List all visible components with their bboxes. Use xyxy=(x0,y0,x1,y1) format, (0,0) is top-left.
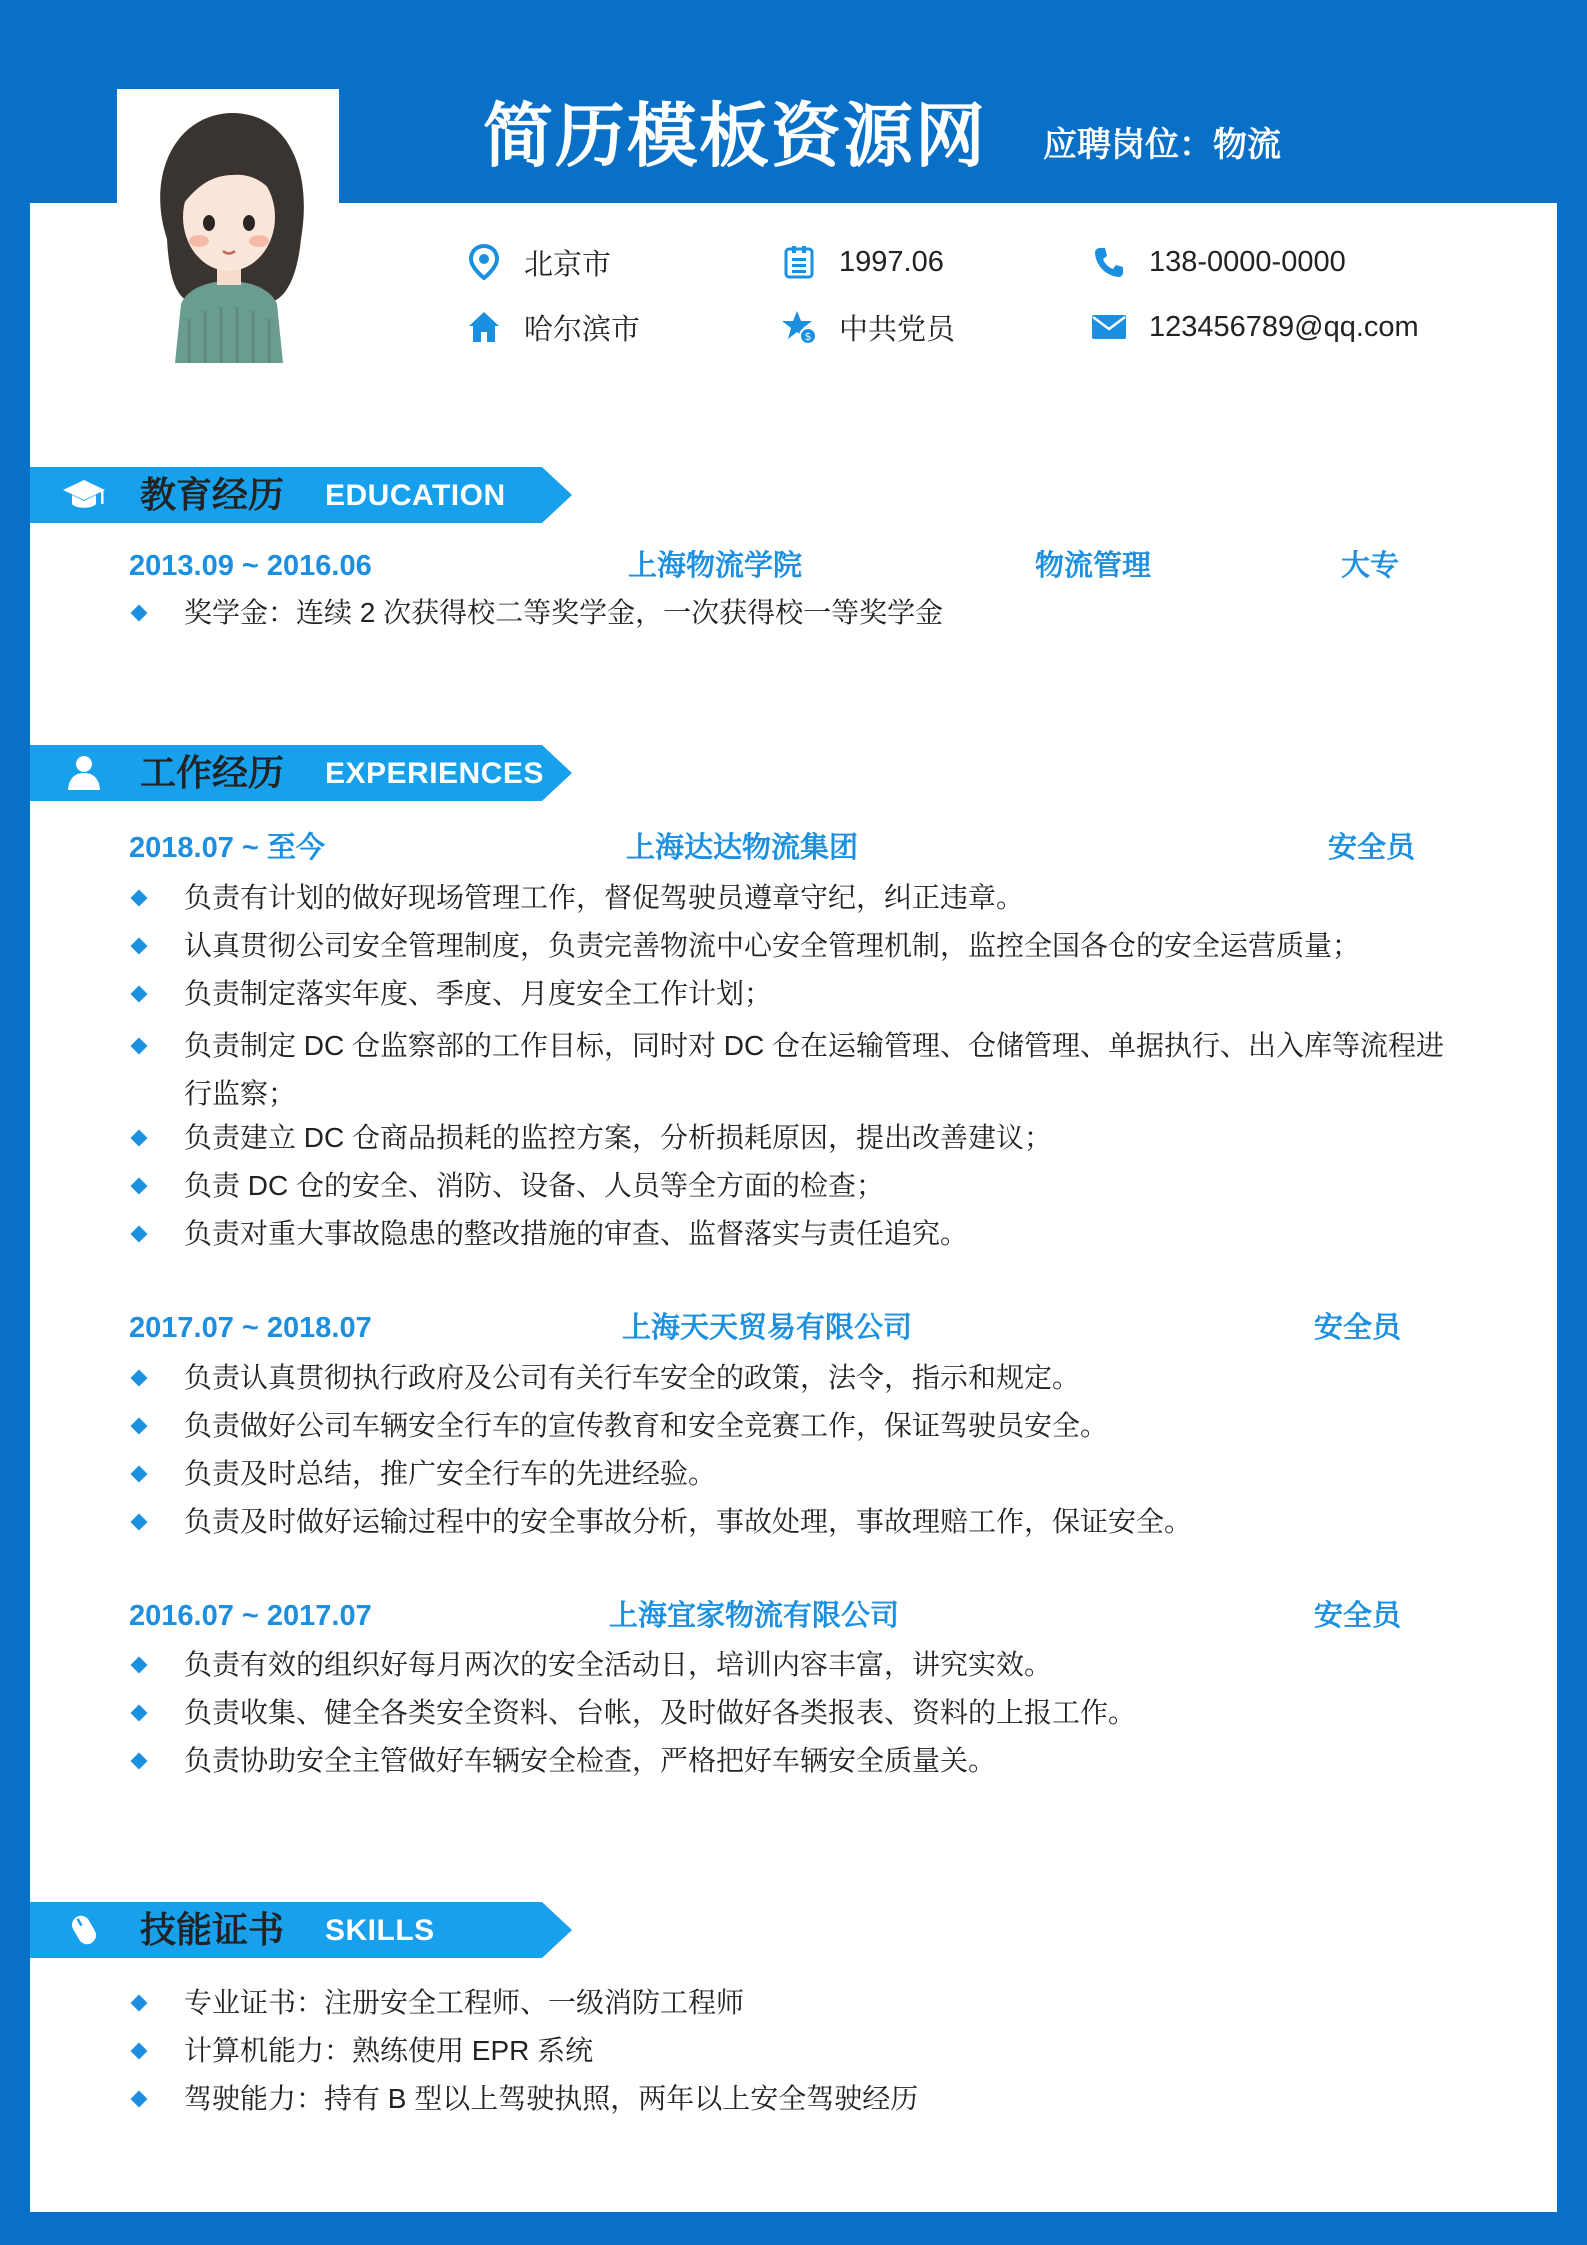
skills-section-header xyxy=(30,1902,572,1958)
info-city xyxy=(466,240,611,284)
list-item: 负责有效的组织好每月两次的安全活动日，培训内容丰富，讲究实效。 xyxy=(130,1645,1450,1685)
diamond-bullet-icon xyxy=(131,1038,148,1055)
info-birth xyxy=(781,240,944,284)
city-value: 北京市 xyxy=(524,248,612,281)
skills-title: 技能证书 xyxy=(140,1909,285,1950)
edu-degree: 大专 xyxy=(1341,550,1400,582)
calendar-icon xyxy=(781,244,817,280)
info-hometown xyxy=(466,305,640,349)
work-section-header xyxy=(30,745,572,801)
job2-company: 上海天天贸易有限公司 xyxy=(622,1312,913,1344)
svg-text:$: $ xyxy=(804,330,812,343)
info-phone xyxy=(1091,240,1346,284)
list-item: 负责认真贯彻执行政府及公司有关行车安全的政策，法令，指示和规定。 xyxy=(130,1358,1450,1398)
diamond-bullet-icon xyxy=(131,2091,148,2108)
phone-value: 138-0000-0000 xyxy=(1149,245,1346,278)
education-section-header xyxy=(30,467,572,523)
diamond-bullet-icon xyxy=(131,986,148,1003)
info-email xyxy=(1091,305,1419,349)
star-badge-icon xyxy=(781,309,817,345)
diamond-bullet-icon xyxy=(131,890,148,907)
diamond-bullet-icon xyxy=(131,1178,148,1195)
job2-period: 2017.07 ~ 2018.07 xyxy=(129,1312,372,1344)
list-item: 认真贯彻公司安全管理制度，负责完善物流中心安全管理机制，监控全国各仓的安全运营质量； xyxy=(130,926,1450,966)
birth-value: 1997.06 xyxy=(839,245,944,278)
work-title-en: EXPERIENCES xyxy=(325,757,544,790)
edu-school: 上海物流学院 xyxy=(628,550,803,582)
job1-period: 2018.07 ~ 至今 xyxy=(129,832,325,864)
avatar xyxy=(117,89,339,363)
edu-major: 物流管理 xyxy=(1035,550,1152,582)
diamond-bullet-icon xyxy=(131,938,148,955)
diamond-bullet-icon xyxy=(131,1514,148,1531)
list-item: 负责及时总结，推广安全行车的先进经验。 xyxy=(130,1454,1450,1494)
diamond-bullet-icon xyxy=(131,2043,148,2060)
info-political xyxy=(781,305,955,349)
list-item: 负责建立 DC 仓商品损耗的监控方案，分析损耗原因，提出改善建议； xyxy=(130,1118,1450,1158)
diamond-bullet-icon xyxy=(131,1370,148,1387)
skills-title-en: SKILLS xyxy=(325,1914,435,1947)
list-item: 负责协助安全主管做好车辆安全检查，严格把好车辆安全质量关。 xyxy=(130,1741,1450,1781)
list-item: 负责对重大事故隐患的整改措施的审查、监督落实与责任追究。 xyxy=(130,1214,1450,1254)
edu-period: 2013.09 ~ 2016.06 xyxy=(129,550,372,582)
diamond-bullet-icon xyxy=(131,605,148,622)
email-value: 123456789@qq.com xyxy=(1149,310,1419,343)
diamond-bullet-icon xyxy=(131,1466,148,1483)
job1-company: 上海达达物流集团 xyxy=(626,832,859,864)
list-item: 负责有计划的做好现场管理工作，督促驾驶员遵章守纪，纠正违章。 xyxy=(130,878,1450,918)
list-item: 计算机能力：熟练使用 EPR 系统 xyxy=(130,2031,1450,2071)
diamond-bullet-icon xyxy=(131,1995,148,2012)
envelope-icon xyxy=(1091,309,1127,345)
list-item: 专业证书：注册安全工程师、一级消防工程师 xyxy=(130,1983,1450,2023)
job3-period: 2016.07 ~ 2017.07 xyxy=(129,1600,372,1632)
list-item: 奖学金：连续 2 次获得校二等奖学金，一次获得校一等奖学金 xyxy=(130,593,1450,633)
avatar-illustration xyxy=(117,89,339,363)
job3-role: 安全员 xyxy=(1314,1600,1402,1632)
applied-position: 应聘岗位：物流 xyxy=(1043,126,1281,164)
education-title-en: EDUCATION xyxy=(325,479,506,512)
list-item: 负责制定 DC 仓监察部的工作目标，同时对 DC 仓在运输管理、仓储管理、单据执行、出入库等流程进行监察； xyxy=(130,1022,1450,1118)
diamond-bullet-icon xyxy=(131,1418,148,1435)
job3-company: 上海宜家物流有限公司 xyxy=(609,1600,900,1632)
list-item: 负责 DC 仓的安全、消防、设备、人员等全方面的检查； xyxy=(130,1166,1450,1206)
graduation-cap-icon xyxy=(62,475,106,515)
job2-role: 安全员 xyxy=(1314,1312,1402,1344)
person-icon xyxy=(62,753,106,793)
diamond-bullet-icon xyxy=(131,1657,148,1674)
list-item: 负责制定落实年度、季度、月度安全工作计划； xyxy=(130,974,1450,1014)
political-value: 中共党员 xyxy=(839,313,956,346)
diamond-bullet-icon xyxy=(131,1753,148,1770)
education-title: 教育经历 xyxy=(140,474,285,515)
list-item: 负责及时做好运输过程中的安全事故分析，事故处理，事故理赔工作，保证安全。 xyxy=(130,1502,1450,1542)
phone-icon xyxy=(1091,244,1127,280)
list-item: 负责收集、健全各类安全资料、台帐，及时做好各类报表、资料的上报工作。 xyxy=(130,1693,1450,1733)
list-item: 驾驶能力：持有 B 型以上驾驶执照，两年以上安全驾驶经历 xyxy=(130,2079,1450,2119)
list-item: 负责做好公司车辆安全行车的宣传教育和安全竞赛工作，保证驾驶员安全。 xyxy=(130,1406,1450,1446)
diamond-bullet-icon xyxy=(131,1705,148,1722)
diamond-bullet-icon xyxy=(131,1130,148,1147)
home-icon xyxy=(466,309,502,345)
resume-name: 简历模板资源网 xyxy=(483,97,987,175)
hometown-value: 哈尔滨市 xyxy=(524,313,641,346)
mouse-icon xyxy=(62,1910,106,1950)
job1-role: 安全员 xyxy=(1328,832,1416,864)
section-band xyxy=(30,1902,572,1958)
diamond-bullet-icon xyxy=(131,1226,148,1243)
work-title: 工作经历 xyxy=(140,752,285,793)
location-pin-icon xyxy=(466,244,502,280)
